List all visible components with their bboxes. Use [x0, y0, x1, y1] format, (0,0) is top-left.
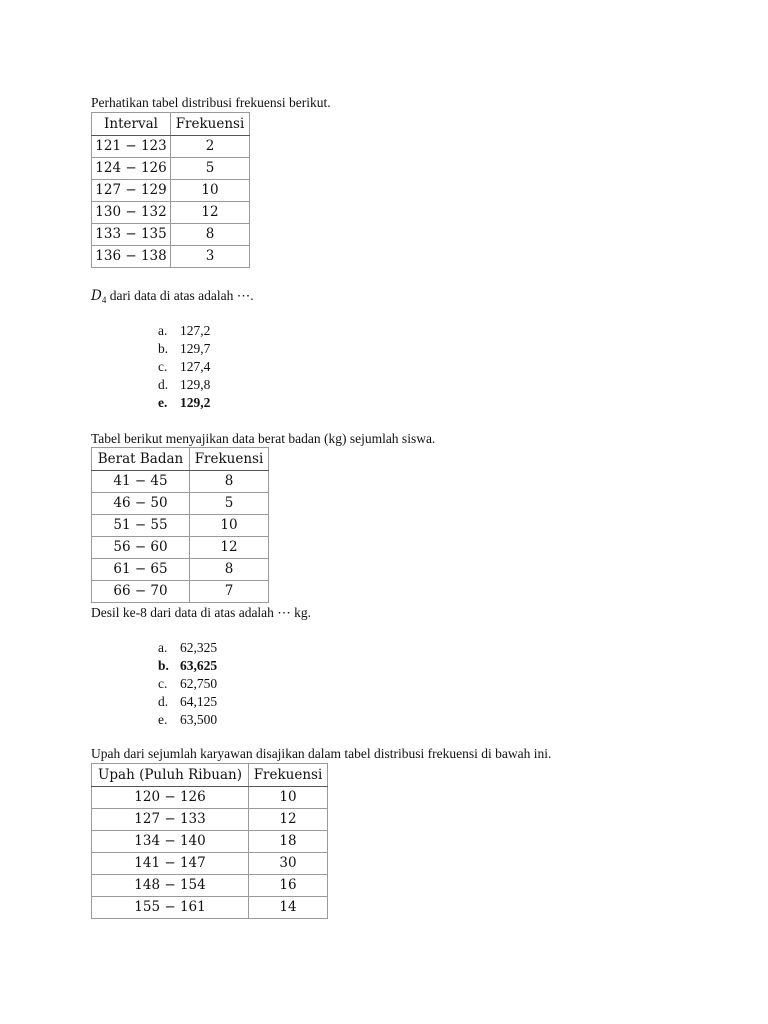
table-cell: 14	[249, 897, 328, 919]
table-cell: 127 − 129	[92, 180, 171, 202]
q3-intro: Upah dari sejumlah karyawan disajikan dalam tabel distribusi frekuensi di bawah ini.	[91, 746, 552, 761]
option-letter: c.	[158, 676, 168, 691]
option-item[interactable]	[158, 376, 210, 394]
option-value: 63,625	[180, 658, 218, 673]
table-cell: 10	[171, 180, 250, 202]
option-value: 129,2	[180, 395, 211, 410]
option-letter: a.	[158, 640, 168, 655]
option-item[interactable]	[158, 340, 210, 358]
table-cell: 120 − 126	[92, 787, 249, 809]
option-item[interactable]	[158, 358, 210, 376]
column-header-interval: Interval	[92, 113, 171, 136]
table-cell: 133 − 135	[92, 224, 171, 246]
option-letter: d.	[158, 694, 169, 709]
option-letter: b.	[158, 341, 169, 356]
table-row	[92, 875, 328, 897]
option-item[interactable]	[158, 639, 217, 657]
table-cell: 5	[171, 158, 250, 180]
column-header-frekuensi: Frekuensi	[249, 764, 328, 787]
table-cell: 136 − 138	[92, 246, 171, 268]
q2-intro: Tabel berikut menyajikan data berat badan (kg) sejumlah siswa.	[91, 431, 436, 446]
q2-frequency-table	[91, 447, 269, 603]
option-letter: a.	[158, 323, 168, 338]
q2-question: Desil ke-8 dari data di atas adalah ⋯ kg.	[91, 605, 312, 620]
q1-frequency-table	[91, 112, 250, 268]
table-cell: 121 − 123	[92, 136, 171, 158]
table-row	[92, 537, 269, 559]
table-row	[92, 559, 269, 581]
option-letter: e.	[158, 712, 168, 727]
option-value: 127,2	[180, 323, 211, 338]
table-cell: 148 − 154	[92, 875, 249, 897]
table-cell: 5	[190, 493, 269, 515]
table-cell: 130 − 132	[92, 202, 171, 224]
table-header-row	[92, 113, 250, 136]
table-header-row	[92, 764, 328, 787]
table-row	[92, 853, 328, 875]
q3-frequency-table	[91, 763, 328, 919]
table-row	[92, 202, 250, 224]
q1-options	[158, 322, 210, 412]
table-row	[92, 493, 269, 515]
table-row	[92, 809, 328, 831]
table-cell: 10	[190, 515, 269, 537]
table-row	[92, 180, 250, 202]
decile-symbol: D	[91, 288, 102, 304]
table-row	[92, 158, 250, 180]
option-value: 63,500	[180, 712, 218, 727]
q2-options	[158, 639, 217, 729]
table-cell: 51 − 55	[92, 515, 190, 537]
table-row	[92, 136, 250, 158]
option-letter: c.	[158, 359, 168, 374]
table-row	[92, 787, 328, 809]
option-item[interactable]	[158, 693, 217, 711]
table-cell: 56 − 60	[92, 537, 190, 559]
table-cell: 30	[249, 853, 328, 875]
option-value: 129,7	[180, 341, 211, 356]
option-value: 64,125	[180, 694, 218, 709]
table-row	[92, 515, 269, 537]
option-letter: b.	[158, 658, 169, 673]
column-header-frekuensi: Frekuensi	[190, 448, 269, 471]
table-header-row	[92, 448, 269, 471]
table-cell: 134 − 140	[92, 831, 249, 853]
option-letter: d.	[158, 377, 169, 392]
option-value: 62,325	[180, 640, 218, 655]
table-cell: 8	[190, 559, 269, 581]
table-row	[92, 471, 269, 493]
table-cell: 3	[171, 246, 250, 268]
option-letter: e.	[158, 395, 168, 410]
option-value: 62,750	[180, 676, 218, 691]
column-header-berat-badan: Berat Badan	[92, 448, 190, 471]
option-item[interactable]	[158, 322, 210, 340]
table-cell: 18	[249, 831, 328, 853]
table-cell: 46 − 50	[92, 493, 190, 515]
q1-question-text: dari data di atas adalah ⋯.	[106, 288, 254, 303]
table-row	[92, 581, 269, 603]
table-row	[92, 897, 328, 919]
table-cell: 127 − 133	[92, 809, 249, 831]
decile-subscript: 4	[101, 295, 107, 305]
table-cell: 2	[171, 136, 250, 158]
q1-intro: Perhatikan tabel distribusi frekuensi berikut.	[91, 95, 331, 110]
option-item[interactable]	[158, 711, 217, 729]
table-cell: 12	[190, 537, 269, 559]
table-cell: 8	[190, 471, 269, 493]
table-cell: 41 − 45	[92, 471, 190, 493]
table-cell: 8	[171, 224, 250, 246]
table-row	[92, 224, 250, 246]
table-cell: 7	[190, 581, 269, 603]
table-cell: 124 − 126	[92, 158, 171, 180]
option-item[interactable]	[158, 675, 217, 693]
table-cell: 155 − 161	[92, 897, 249, 919]
option-value: 129,8	[180, 377, 211, 392]
table-cell: 10	[249, 787, 328, 809]
table-row	[92, 831, 328, 853]
table-cell: 12	[171, 202, 250, 224]
table-cell: 66 − 70	[92, 581, 190, 603]
option-item-answer[interactable]	[158, 394, 210, 412]
table-cell: 141 − 147	[92, 853, 249, 875]
option-item-answer[interactable]	[158, 657, 217, 675]
table-cell: 12	[249, 809, 328, 831]
table-cell: 16	[249, 875, 328, 897]
option-value: 127,4	[180, 359, 211, 374]
column-header-frekuensi: Frekuensi	[171, 113, 250, 136]
column-header-upah: Upah (Puluh Ribuan)	[92, 764, 249, 787]
q1-question	[91, 288, 254, 308]
table-row	[92, 246, 250, 268]
table-cell: 61 − 65	[92, 559, 190, 581]
